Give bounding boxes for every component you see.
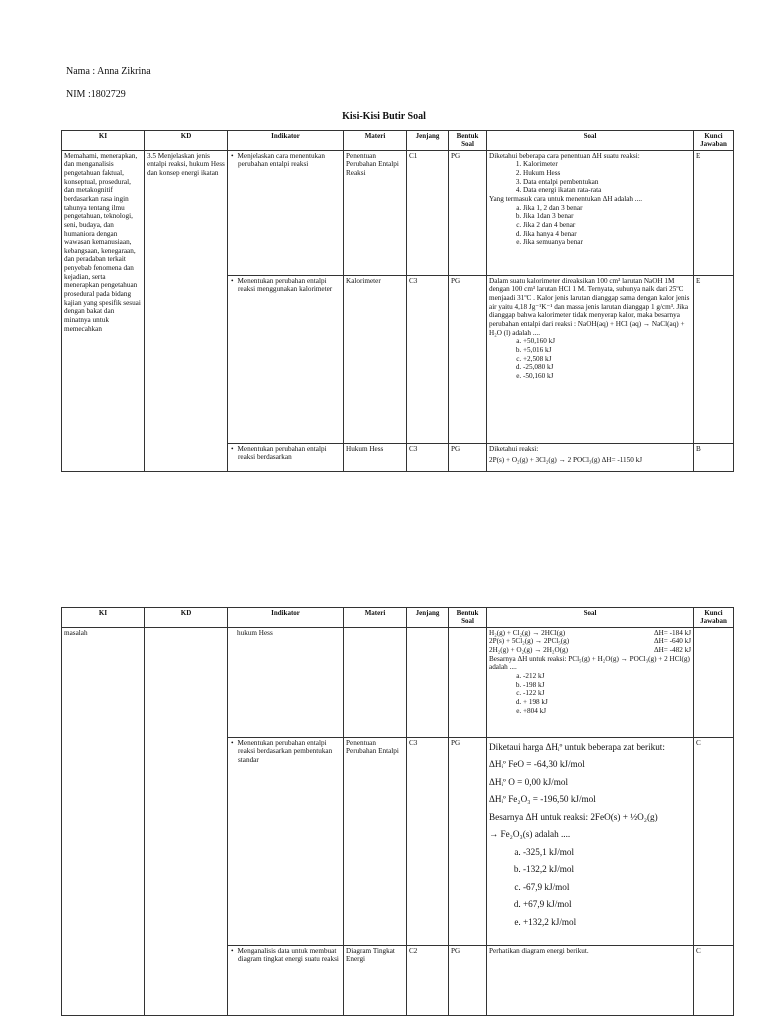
answer-option: c. -67,9 kJ/mol	[523, 879, 691, 896]
indikator-cell	[228, 275, 344, 443]
answer-option: e. Jika semuanya benar	[523, 238, 691, 247]
answer-options	[489, 337, 691, 380]
bentuk-cell: PG	[449, 737, 487, 945]
answer-option: b. -198 kJ	[523, 681, 691, 690]
col-header-kunci-jawaban: Kunci Jawaban	[694, 608, 734, 628]
soal-line: Besarnya ΔH untuk reaksi: 2FeO(s) + ½O₂(g)	[489, 811, 658, 822]
list-item: 2. Hukum Hess	[523, 169, 691, 178]
col-header-jenjang: Jenjang	[407, 131, 449, 151]
equation-text: 2P(s) + 5Cl₂(g) → 2PCl₅(g)	[489, 637, 570, 646]
materi-cell: Hukum Hess	[344, 443, 407, 471]
answer-option: a. -325,1 kJ/mol	[523, 844, 691, 861]
list-item: 3. Data entalpi pembentukan	[523, 178, 691, 187]
answer-option: c. +2,508 kJ	[523, 355, 691, 364]
soal-cell	[487, 737, 694, 945]
soal-line: Diketaui harga ΔHᵢº untuk beberapa zat berikut:	[489, 741, 665, 752]
kunci-cell: E	[694, 150, 734, 275]
answer-option: d. Jika hanya 4 benar	[523, 230, 691, 239]
soal-equation: 2P(s) + O₂(g) + 3Cl₂(g) → 2 POCl₃(g) ΔH= -1150 kJ	[489, 456, 643, 465]
indikator-cell	[228, 443, 344, 471]
ki-cell: Memahami, menerapkan, dan menganalisis pengetahuan faktual, konseptual, prosedural, dan metakognitif berdasarkan rasa ingin tahunya tentang ilmu pengetahuan, teknologi, seni, budaya, dan humaniora dengan wawasan kemanusiaan, kebangsaan, kenegaraan, dan peradaban terkait penyebab fenomena dan kejadian, serta menerapkan pengetahuan prosedural pada bidang kajian yang spesifik sesuai dengan bakat dan minatnya untuk memecahkan	[62, 150, 145, 471]
col-header-jenjang: Jenjang	[407, 608, 449, 628]
col-header-soal: Soal	[487, 131, 694, 151]
materi-cell	[344, 627, 407, 737]
grid-table-page-2	[61, 607, 734, 1016]
indikator-cell	[228, 150, 344, 275]
answer-option: a. Jika 1, 2 dan 3 benar	[523, 204, 691, 213]
equation-text: 2H₂(g) + O₂(g) → 2H₂O(g)	[489, 646, 569, 655]
answer-option: d. +67,9 kJ/mol	[523, 896, 691, 913]
bentuk-cell: PG	[449, 945, 487, 1015]
soal-line: → Fe₂O₃(s) adalah ....	[489, 829, 571, 840]
answer-options	[489, 672, 691, 715]
soal-line: ΔHᵢº FeO = -64,30 kJ/mol	[489, 759, 585, 770]
soal-cell	[487, 627, 694, 737]
answer-option: a. -212 kJ	[523, 672, 691, 681]
indikator-text: • Menganalisis data untuk membuat diagram tingkat energi suatu reaksi	[230, 947, 341, 964]
answer-option: b. +5,016 kJ	[523, 346, 691, 355]
equation-line	[489, 629, 691, 638]
student-name: Nama : Anna Zikrina	[66, 66, 151, 77]
delta-h: ΔH= -482 kJ	[653, 646, 691, 655]
equation-text: H₂(g) + Cl₂(g) → 2HCl(g)	[489, 628, 566, 637]
col-header-ki: KI	[62, 608, 145, 628]
jenjang-cell: C3	[407, 275, 449, 443]
equation-line	[489, 637, 691, 646]
indikator-text: • Menentukan perubahan entalpi reaksi berdasarkan	[230, 445, 341, 462]
soal-cell	[487, 275, 694, 443]
bentuk-cell: PG	[449, 275, 487, 443]
materi-cell: Penentuan Perubahan Entalpi Reaksi	[344, 150, 407, 275]
soal-text: Dalam suatu kalorimeter direaksikan 100 cm³ larutan NaOH 1M dengan 100 cm³ larutan HCl 1 M. Ternyata, suhunya naik dari 25ºC menjaadi 31ºC . Kalor jenis larutan dianggap sama dengan kalor jenis air yaitu 4,18 Jg⁻¹K⁻¹ dan massa jenis larutan dianggap 1 g/cm³. Jika dianggap bahwa kalorimeter tidak menyerap kalor, maka besarnya perubahan entalpi dari reaksi : NaOH(aq) + HCl (aq) → NaCl(aq) + H₂O (l) adalah ....	[489, 276, 690, 337]
col-header-soal: Soal	[487, 608, 694, 628]
soal-cell: Perhatikan diagram energi berikut.	[487, 945, 694, 1015]
indikator-text: • Menentukan perubahan entalpi reaksi menggunakan kalorimeter	[230, 277, 341, 294]
bentuk-cell: PG	[449, 443, 487, 471]
col-header-materi: Materi	[344, 608, 407, 628]
indikator-cell	[228, 945, 344, 1015]
answer-options	[489, 844, 691, 931]
indikator-text: hukum Hess	[237, 628, 273, 637]
answer-option: e. +804 kJ	[523, 707, 691, 716]
method-list	[489, 160, 691, 195]
kunci-cell: C	[694, 737, 734, 945]
soal-cell	[487, 443, 694, 471]
answer-option: e. -50,160 kJ	[523, 372, 691, 381]
materi-cell: Kalorimeter	[344, 275, 407, 443]
jenjang-cell: C1	[407, 150, 449, 275]
bentuk-cell: PG	[449, 150, 487, 275]
soal-question: Yang termasuk cara untuk menentukan ΔH adalah ....	[489, 194, 642, 203]
table-row	[62, 150, 734, 275]
soal-line: ΔHᵢº Fe₂O₃ = -196,50 kJ/mol	[489, 794, 596, 805]
answer-option: b. -132,2 kJ/mol	[523, 861, 691, 878]
answer-option: e. +132,2 kJ/mol	[523, 914, 691, 931]
table-row	[62, 627, 734, 737]
answer-option: d. -25,080 kJ	[523, 363, 691, 372]
soal-line: ΔHᵢº O = 0,00 kJ/mol	[489, 776, 568, 787]
col-header-kd: KD	[145, 131, 228, 151]
equation-line	[489, 646, 691, 655]
delta-h: ΔH= -640 kJ	[653, 637, 691, 646]
kunci-cell: C	[694, 945, 734, 1015]
delta-h: ΔH= -184 kJ	[653, 628, 691, 637]
grid-table-page-1	[61, 130, 734, 472]
materi-cell: Penentuan Perubahan Entalpi	[344, 737, 407, 945]
col-header-bentuk-soal: Bentuk Soal	[449, 131, 487, 151]
indikator-cell	[228, 627, 344, 737]
list-item: 4. Data energi ikatan rata-rata	[523, 186, 691, 195]
materi-cell: Diagram Tingkat Energi	[344, 945, 407, 1015]
col-header-bentuk-soal: Bentuk Soal	[449, 608, 487, 628]
col-header-kd: KD	[145, 608, 228, 628]
col-header-materi: Materi	[344, 131, 407, 151]
answer-option: c. Jika 2 dan 4 benar	[523, 221, 691, 230]
soal-intro: Diketahui reaksi:	[489, 444, 539, 453]
answer-options	[489, 204, 691, 247]
soal-question: Besarnya ΔH untuk reaksi: PCl₅(g) + H₂O(g) → POCl₃(g) + 2 HCl(g) adalah ....	[489, 654, 690, 672]
soal-cell	[487, 150, 694, 275]
student-nim: NIM :1802729	[66, 89, 126, 100]
answer-option: d. + 198 kJ	[523, 698, 691, 707]
table-header-row	[62, 608, 734, 628]
bentuk-cell	[449, 627, 487, 737]
list-item: 1. Kalorimeter	[523, 160, 691, 169]
answer-option: a. +50,160 kJ	[523, 337, 691, 346]
document-title: Kisi-Kisi Butir Soal	[342, 111, 426, 122]
table-header-row	[62, 131, 734, 151]
jenjang-cell: C2	[407, 945, 449, 1015]
kd-cell: 3.5 Menjelaskan jenis entalpi reaksi, hukum Hess dan konsep energi ikatan	[145, 150, 228, 471]
kunci-cell: B	[694, 443, 734, 471]
jenjang-cell: C3	[407, 737, 449, 945]
soal-intro: Diketahui beberapa cara penentuan ΔH suatu reaksi:	[489, 151, 640, 160]
col-header-indikator: Indikator	[228, 608, 344, 628]
jenjang-cell: C3	[407, 443, 449, 471]
kunci-cell	[694, 627, 734, 737]
col-header-indikator: Indikator	[228, 131, 344, 151]
answer-option: b. Jika 1dan 3 benar	[523, 212, 691, 221]
answer-option: c. -122 kJ	[523, 689, 691, 698]
page-2	[0, 592, 768, 1024]
indikator-text: • Menentukan perubahan entalpi reaksi berdasarkan pembentukan standar	[230, 739, 341, 765]
col-header-kunci-jawaban: Kunci Jawaban	[694, 131, 734, 151]
col-header-ki: KI	[62, 131, 145, 151]
indikator-cell	[228, 737, 344, 945]
indikator-text: • Menjelaskan cara menentukan perubahan entalpi reaksi	[230, 152, 341, 169]
kd-cell	[145, 627, 228, 1015]
jenjang-cell	[407, 627, 449, 737]
ki-cell: masalah	[62, 627, 145, 1015]
kunci-cell: E	[694, 275, 734, 443]
